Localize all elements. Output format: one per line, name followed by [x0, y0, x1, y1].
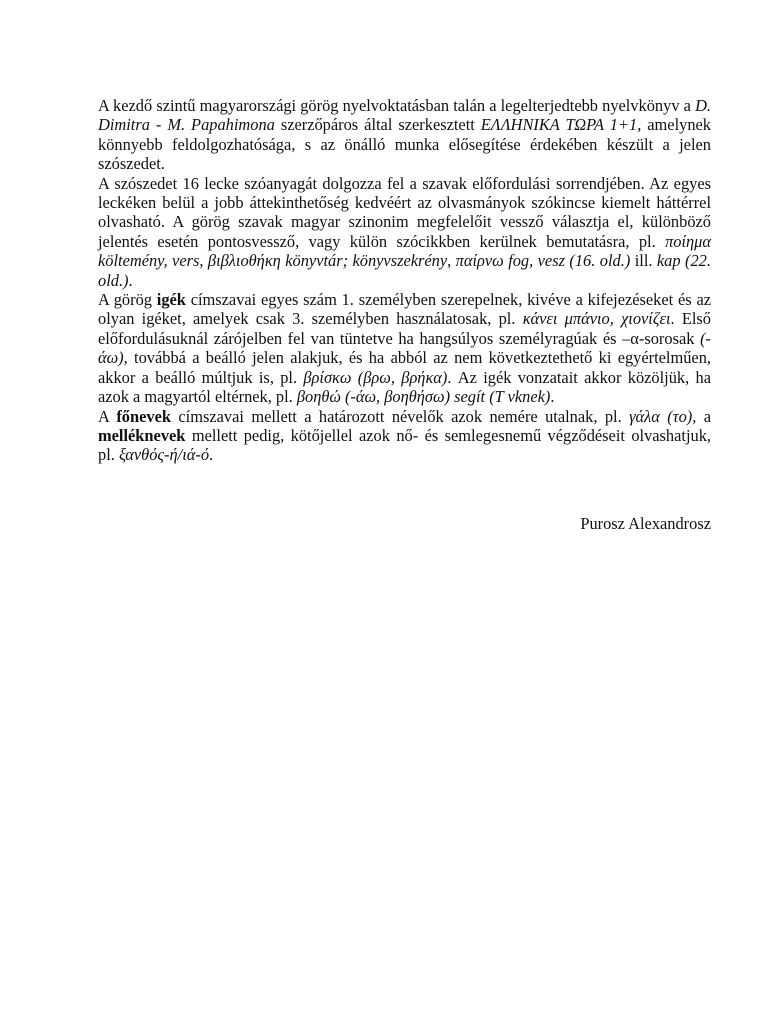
author-signature: Purosz Alexandrosz [580, 514, 711, 533]
example-term: κάνει μπάνιο, χιονίζει [522, 309, 671, 329]
example-term: βοηθώ (-άω, βοηθήσω) segít (T vknek) [296, 387, 551, 407]
textbook-title: ΕΛΛΗΝΙΚΑ ΤΩΡΑ 1+1 [480, 115, 638, 135]
vocabulary-paragraph [98, 174, 711, 290]
example-term: παίρνω fog, vesz (16. old.) [455, 251, 631, 271]
intro-paragraph [98, 96, 711, 174]
text-run: , továbbá a beálló jelen alakjuk, és ha abból az nem következtethető ki egyértelműen, akkor a beálló múltjuk is, pl. [98, 348, 711, 387]
example-term: (-άω) [98, 328, 711, 368]
text-run: . [550, 387, 555, 407]
text-run: A görög [98, 290, 157, 310]
example-term: γάλα (το) [629, 406, 693, 426]
text-run: mellett pedig, kötőjellel azok nő- és semlegesnemű végződéseit olvashatjuk, pl. [98, 425, 711, 465]
text-run: A szószedet 16 lecke szóanyagát dolgozza fel a szavak előfordulási sorrendjében. Az egyes leckéken belül a jobb áttekinthetőség kedvéért az olvasmányok szókincse kiemelt háttérrel olvasható. A görög szavak magyar szinonim megfelelőit vessző választja el, különböző jelentés esetén pontosvessző, vagy külön szócikkben kerülnek bemutatásra, pl. [98, 173, 711, 251]
verbs-paragraph [98, 290, 711, 406]
text-run: , [447, 251, 456, 271]
text-run: ill. [630, 251, 657, 271]
text-run: szerzőpáros által szerkesztett [274, 115, 481, 135]
text-run: , [199, 251, 208, 271]
text-run: , amelynek könnyebb feldolgozhatósága, s az önálló munka elősegítése érdekében készült a jelen szószedet. [98, 115, 711, 174]
text-run: . [128, 270, 133, 290]
text-run: A [98, 406, 117, 426]
text-run: . Első előfordulásuknál zárójelben fel van tüntetve ha hangsúlyos személyragúak és –α-sorosak [98, 309, 711, 348]
example-term: ποίημα költemény, vers [98, 231, 711, 271]
text-run: A kezdő szintű magyarországi görög nyelvoktatásban talán a legelterjedtebb nyelvkönyv a [98, 96, 696, 115]
keyword-verbs: igék [156, 290, 186, 310]
text-run: . Az igék vonzatait akkor közöljük, ha azok a magyartól eltérnek, pl. [98, 367, 711, 407]
nouns-adjectives-paragraph [98, 407, 711, 465]
text-run: . [209, 445, 214, 465]
author-names: D. Dimitra - M. Papahimona [98, 96, 711, 135]
example-term: βιβλιοθήκη könyvtár; könyvszekrény [207, 251, 448, 271]
keyword-adjectives: melléknevek [98, 425, 186, 445]
document-body [98, 96, 711, 465]
text-run: , a [692, 406, 712, 426]
text-run: címszavai egyes szám 1. személyben szerepelnek, kivéve a kifejezéseket és az olyan igéket, amelyek csak 3. személyben használatosak, pl. [98, 290, 711, 329]
keyword-nouns: főnevek [116, 406, 171, 426]
example-term: βρίσκω (βρω, βρήκα) [303, 367, 448, 387]
example-term: kap (22. old.) [98, 251, 711, 290]
example-term: ξανθός-ή/ιά-ό [118, 445, 210, 465]
text-run: címszavai mellett a határozott névelők azok nemére utalnak, pl. [170, 406, 630, 426]
